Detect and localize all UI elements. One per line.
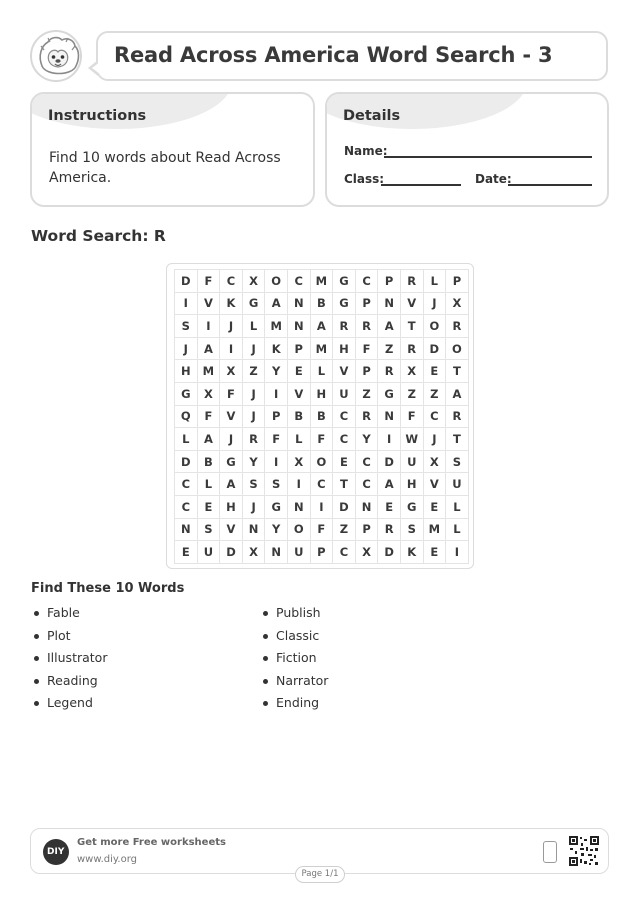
grid-cell[interactable]: C (175, 495, 198, 518)
grid-cell[interactable]: J (423, 428, 446, 451)
grid-cell[interactable]: E (175, 541, 198, 564)
grid-cell[interactable]: K (400, 541, 423, 564)
grid-cell[interactable]: H (175, 360, 198, 383)
grid-cell[interactable]: Z (423, 382, 446, 405)
grid-cell[interactable]: C (355, 473, 378, 496)
grid-row (175, 450, 469, 473)
grid-cell[interactable]: S (175, 315, 198, 338)
grid-cell[interactable]: U (287, 541, 310, 564)
grid-cell[interactable]: I (265, 450, 288, 473)
grid-cell[interactable]: K (220, 292, 243, 315)
grid-cell[interactable]: H (310, 382, 333, 405)
grid-cell[interactable]: B (310, 405, 333, 428)
grid-cell[interactable]: O (446, 337, 469, 360)
grid-cell[interactable]: N (378, 405, 401, 428)
grid-cell[interactable]: U (197, 541, 220, 564)
grid-cell[interactable]: S (265, 473, 288, 496)
grid-row (175, 541, 469, 564)
word-label: Ending (276, 695, 320, 710)
grid-cell[interactable]: G (400, 495, 423, 518)
footer-url[interactable]: www.diy.org (77, 854, 137, 865)
word-label: Fiction (276, 650, 317, 665)
bullet-icon (263, 634, 268, 639)
grid-cell[interactable]: O (310, 450, 333, 473)
grid-cell[interactable]: X (287, 450, 310, 473)
grid-cell[interactable]: O (287, 518, 310, 541)
grid-cell[interactable]: J (220, 428, 243, 451)
grid-row (175, 292, 469, 315)
page-indicator: Page 1/1 (295, 866, 345, 883)
grid-cell[interactable]: T (446, 428, 469, 451)
word-label: Illustrator (47, 650, 108, 665)
grid-row (175, 382, 469, 405)
grid-cell[interactable]: H (333, 337, 356, 360)
grid-cell[interactable]: D (378, 450, 401, 473)
grid-cell[interactable]: D (220, 541, 243, 564)
grid-cell[interactable]: A (378, 473, 401, 496)
grid-cell[interactable]: L (310, 360, 333, 383)
word-label: Plot (47, 627, 71, 643)
instructions-text: Find 10 words about Read Across America. (49, 150, 281, 186)
grid-cell[interactable]: D (423, 337, 446, 360)
grid-cell[interactable]: E (287, 360, 310, 383)
grid-cell[interactable]: F (310, 518, 333, 541)
grid-cell[interactable]: M (265, 315, 288, 338)
grid-cell[interactable]: X (446, 292, 469, 315)
grid-cell[interactable]: G (242, 292, 265, 315)
grid-cell[interactable]: A (310, 315, 333, 338)
grid-row (175, 315, 469, 338)
list-item (260, 649, 328, 672)
grid-cell[interactable]: D (378, 541, 401, 564)
grid-cell[interactable]: V (197, 292, 220, 315)
grid-cell[interactable]: M (197, 360, 220, 383)
grid-cell[interactable]: M (423, 518, 446, 541)
grid-cell[interactable]: C (175, 473, 198, 496)
list-item (31, 604, 107, 627)
grid-cell[interactable]: Y (265, 360, 288, 383)
grid-cell[interactable]: P (355, 292, 378, 315)
title-box (96, 31, 608, 81)
grid-cell[interactable]: C (333, 428, 356, 451)
grid-cell[interactable]: Z (242, 360, 265, 383)
grid-cell[interactable]: S (400, 518, 423, 541)
grid-cell[interactable]: D (333, 495, 356, 518)
grid-cell[interactable]: N (287, 315, 310, 338)
grid-cell[interactable]: S (197, 518, 220, 541)
grid-cell[interactable]: P (355, 360, 378, 383)
grid-cell[interactable]: Z (378, 337, 401, 360)
grid-cell[interactable]: C (333, 405, 356, 428)
grid-cell[interactable]: L (446, 518, 469, 541)
grid-cell[interactable]: N (287, 495, 310, 518)
grid-cell[interactable]: R (446, 315, 469, 338)
grid-cell[interactable]: F (220, 382, 243, 405)
bullet-icon (263, 701, 268, 706)
grid-cell[interactable]: O (265, 270, 288, 293)
bullet-icon (34, 679, 39, 684)
grid-cell[interactable]: B (310, 292, 333, 315)
word-label: Classic (276, 627, 320, 643)
grid-cell[interactable]: X (220, 360, 243, 383)
grid-cell[interactable]: P (355, 518, 378, 541)
grid-cell[interactable]: I (197, 315, 220, 338)
grid-cell[interactable]: L (423, 270, 446, 293)
grid-cell[interactable]: D (175, 270, 198, 293)
grid-cell[interactable]: F (197, 270, 220, 293)
grid-cell[interactable]: R (333, 315, 356, 338)
phone-icon (543, 841, 557, 863)
grid-cell[interactable]: L (175, 428, 198, 451)
grid-cell[interactable]: Z (355, 382, 378, 405)
grid-cell[interactable]: B (287, 405, 310, 428)
grid-cell[interactable]: U (446, 473, 469, 496)
grid-cell[interactable]: J (220, 315, 243, 338)
class-label: Class: (344, 172, 385, 186)
grid-cell[interactable]: V (287, 382, 310, 405)
grid-cell[interactable]: N (378, 292, 401, 315)
grid-cell[interactable]: V (423, 473, 446, 496)
grid-cell[interactable]: F (310, 428, 333, 451)
grid-cell[interactable]: K (265, 337, 288, 360)
grid-cell[interactable]: A (265, 292, 288, 315)
grid-cell[interactable]: C (355, 270, 378, 293)
grid-cell[interactable]: Z (400, 382, 423, 405)
grid-cell[interactable]: R (378, 360, 401, 383)
list-item (31, 627, 107, 650)
word-list-right (260, 604, 328, 717)
grid-cell[interactable]: I (446, 541, 469, 564)
bullet-icon (34, 701, 39, 706)
grid-cell[interactable]: E (333, 450, 356, 473)
grid-cell[interactable]: R (400, 270, 423, 293)
grid-cell[interactable]: J (175, 337, 198, 360)
grid-cell[interactable]: F (265, 428, 288, 451)
instructions-card (30, 92, 315, 207)
grid-cell[interactable]: P (446, 270, 469, 293)
grid-cell[interactable]: T (333, 473, 356, 496)
list-item (260, 694, 328, 717)
grid-cell[interactable]: A (220, 473, 243, 496)
grid-cell[interactable]: J (242, 405, 265, 428)
list-item (31, 672, 107, 695)
grid-cell[interactable]: E (378, 495, 401, 518)
grid-cell[interactable]: P (287, 337, 310, 360)
word-label: Fable (47, 605, 80, 620)
bullet-icon (263, 679, 268, 684)
grid-cell[interactable]: V (400, 292, 423, 315)
page-title: Read Across America Word Search - 3 (114, 43, 553, 67)
instructions-heading: Instructions (48, 108, 147, 124)
grid-row (175, 337, 469, 360)
qr-code-icon (568, 835, 600, 867)
grid-cell[interactable]: J (242, 382, 265, 405)
list-item (260, 604, 328, 627)
word-label: Legend (47, 695, 93, 710)
grid-cell[interactable]: C (220, 270, 243, 293)
grid-cell[interactable]: I (378, 428, 401, 451)
grid-cell[interactable]: I (175, 292, 198, 315)
grid-cell[interactable]: H (220, 495, 243, 518)
grid-cell[interactable]: N (355, 495, 378, 518)
grid-cell[interactable]: L (446, 495, 469, 518)
word-search-grid-container (166, 263, 474, 569)
grid-cell[interactable]: M (310, 270, 333, 293)
class-field[interactable] (381, 184, 461, 186)
grid-cell[interactable]: I (220, 337, 243, 360)
title-bubble-tail-inner (92, 62, 100, 74)
grid-cell[interactable]: S (446, 450, 469, 473)
footer-promo-text: Get more Free worksheets (77, 837, 226, 848)
grid-cell[interactable]: N (175, 518, 198, 541)
grid-cell[interactable]: N (287, 292, 310, 315)
grid-cell[interactable]: I (310, 495, 333, 518)
grid-cell[interactable]: E (423, 495, 446, 518)
grid-cell[interactable]: Q (175, 405, 198, 428)
grid-cell[interactable]: I (265, 382, 288, 405)
grid-cell[interactable]: X (197, 382, 220, 405)
grid-cell[interactable]: R (446, 405, 469, 428)
grid-cell[interactable]: U (400, 450, 423, 473)
details-card (325, 92, 609, 207)
grid-cell[interactable]: V (220, 518, 243, 541)
word-label: Narrator (276, 672, 329, 688)
grid-cell[interactable]: F (197, 405, 220, 428)
grid-cell[interactable]: T (446, 360, 469, 383)
grid-cell[interactable]: U (333, 382, 356, 405)
grid-cell[interactable]: D (175, 450, 198, 473)
list-item (260, 672, 328, 695)
grid-cell[interactable]: C (355, 450, 378, 473)
grid-cell[interactable]: X (242, 270, 265, 293)
grid-cell[interactable]: C (333, 541, 356, 564)
bullet-icon (263, 656, 268, 661)
grid-cell[interactable]: C (287, 270, 310, 293)
grid-cell[interactable]: X (400, 360, 423, 383)
grid-cell[interactable]: A (197, 337, 220, 360)
grid-cell[interactable]: V (333, 360, 356, 383)
grid-cell[interactable]: P (310, 541, 333, 564)
grid-cell[interactable]: I (287, 473, 310, 496)
grid-cell[interactable]: G (378, 382, 401, 405)
word-list-left (31, 604, 107, 717)
date-field[interactable] (508, 184, 592, 186)
grid-cell[interactable]: M (310, 337, 333, 360)
grid-cell[interactable]: R (400, 337, 423, 360)
grid-cell[interactable]: R (242, 428, 265, 451)
grid-cell[interactable]: J (423, 292, 446, 315)
word-label: Publish (276, 605, 321, 620)
word-search-title: Word Search: R (31, 227, 166, 245)
grid-cell[interactable]: L (287, 428, 310, 451)
grid-cell[interactable]: R (355, 315, 378, 338)
grid-cell[interactable]: V (220, 405, 243, 428)
grid-cell[interactable]: A (378, 315, 401, 338)
grid-cell[interactable]: F (355, 337, 378, 360)
grid-cell[interactable]: E (423, 541, 446, 564)
grid-cell[interactable]: G (333, 292, 356, 315)
grid-cell[interactable]: L (197, 473, 220, 496)
grid-row (175, 428, 469, 451)
grid-cell[interactable]: R (378, 518, 401, 541)
bullet-icon (34, 611, 39, 616)
list-item (260, 627, 328, 650)
grid-row (175, 518, 469, 541)
grid-cell[interactable]: X (355, 541, 378, 564)
grid-row (175, 360, 469, 383)
grid-cell[interactable]: Y (355, 428, 378, 451)
grid-cell[interactable]: P (265, 405, 288, 428)
grid-cell[interactable]: E (197, 495, 220, 518)
word-search-grid (174, 269, 469, 564)
diy-logo-icon (43, 839, 69, 865)
word-label: Reading (47, 672, 98, 688)
grid-cell[interactable]: J (242, 495, 265, 518)
grid-cell[interactable]: G (175, 382, 198, 405)
grid-row (175, 405, 469, 428)
mascot-icon (30, 30, 82, 82)
grid-cell[interactable]: P (378, 270, 401, 293)
grid-cell[interactable]: E (423, 360, 446, 383)
grid-cell[interactable]: B (197, 450, 220, 473)
grid-cell[interactable]: X (242, 541, 265, 564)
grid-cell[interactable]: L (242, 315, 265, 338)
word-list-title: Find These 10 Words (31, 581, 185, 596)
grid-cell[interactable]: G (333, 270, 356, 293)
grid-cell[interactable]: C (310, 473, 333, 496)
grid-cell[interactable]: N (265, 541, 288, 564)
bullet-icon (34, 634, 39, 639)
bullet-icon (263, 611, 268, 616)
grid-cell[interactable]: Z (333, 518, 356, 541)
grid-cell[interactable]: G (220, 450, 243, 473)
grid-row (175, 270, 469, 293)
list-item (31, 694, 107, 717)
grid-row (175, 495, 469, 518)
grid-cell[interactable]: S (242, 473, 265, 496)
grid-cell[interactable]: T (400, 315, 423, 338)
grid-cell[interactable]: G (265, 495, 288, 518)
grid-cell[interactable]: C (423, 405, 446, 428)
grid-cell[interactable]: H (400, 473, 423, 496)
grid-cell[interactable]: O (423, 315, 446, 338)
grid-cell[interactable]: F (400, 405, 423, 428)
details-heading: Details (343, 108, 401, 124)
grid-cell[interactable]: J (242, 337, 265, 360)
list-item (31, 649, 107, 672)
grid-cell[interactable]: Y (265, 518, 288, 541)
grid-cell[interactable]: A (446, 382, 469, 405)
grid-cell[interactable]: X (423, 450, 446, 473)
grid-cell[interactable]: A (197, 428, 220, 451)
bullet-icon (34, 656, 39, 661)
grid-cell[interactable]: W (400, 428, 423, 451)
date-label: Date: (475, 172, 512, 186)
name-label: Name: (344, 144, 388, 158)
grid-cell[interactable]: R (355, 405, 378, 428)
grid-cell[interactable]: Y (242, 450, 265, 473)
diy-logo-text: DIY (47, 847, 65, 857)
name-field[interactable] (384, 156, 592, 158)
grid-row (175, 473, 469, 496)
grid-cell[interactable]: N (242, 518, 265, 541)
